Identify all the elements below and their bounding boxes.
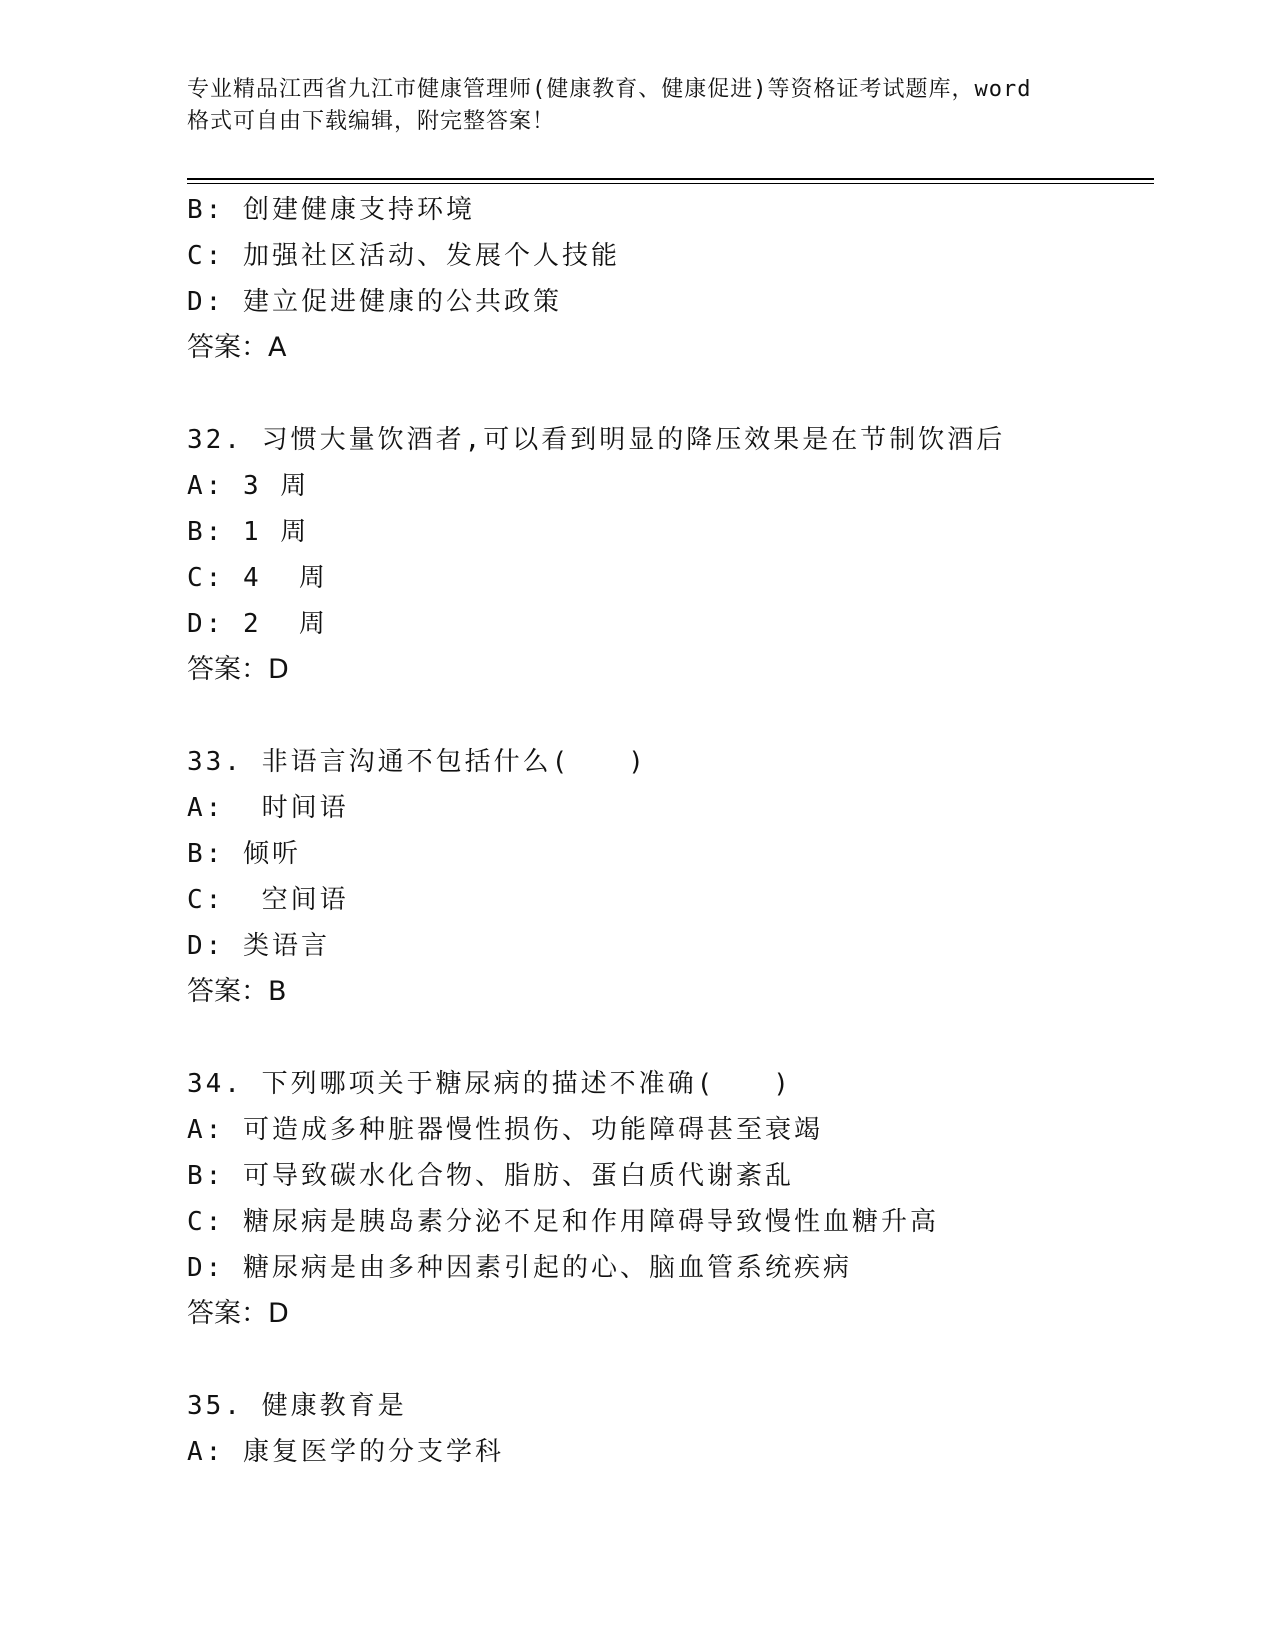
question-stem: 33. 非语言沟通不包括什么( ) xyxy=(187,747,647,777)
question-31-continued xyxy=(187,187,1147,371)
option-c: C: 加强社区活动、发展个人技能 xyxy=(187,241,620,271)
header-divider-thick xyxy=(187,178,1154,180)
header-line-1: 专业精品江西省九江市健康管理师(健康教育、健康促进)等资格证考试题库，word xyxy=(187,77,1032,102)
option-a: A: 康复医学的分支学科 xyxy=(187,1437,504,1467)
answer-line: 答案：A xyxy=(187,332,287,363)
header-line-2: 格式可自由下载编辑，附完整答案！ xyxy=(187,109,556,134)
question-34 xyxy=(187,1061,1147,1337)
question-list xyxy=(187,187,1147,1475)
option-a: A: 3 周 xyxy=(187,471,310,501)
spacer xyxy=(187,371,1147,417)
option-b: B: 可导致碳水化合物、脂肪、蛋白质代谢紊乱 xyxy=(187,1161,794,1191)
spacer xyxy=(187,693,1147,739)
option-d: D: 糖尿病是由多种因素引起的心、脑血管系统疾病 xyxy=(187,1253,852,1283)
option-c: C: 空间语 xyxy=(187,885,349,915)
question-35 xyxy=(187,1383,1147,1475)
option-d: D: 建立促进健康的公共政策 xyxy=(187,287,562,317)
option-b: B: 倾听 xyxy=(187,839,301,869)
option-d: D: 类语言 xyxy=(187,931,330,961)
option-b: B: 创建健康支持环境 xyxy=(187,195,475,225)
option-c: C: 4 周 xyxy=(187,563,328,593)
option-d: D: 2 周 xyxy=(187,609,328,639)
document-header xyxy=(187,74,1087,138)
answer-line: 答案：B xyxy=(187,976,287,1007)
question-stem: 32. 习惯大量饮酒者,可以看到明显的降压效果是在节制饮酒后 xyxy=(187,425,1006,455)
answer-line: 答案：D xyxy=(187,654,289,685)
spacer xyxy=(187,1015,1147,1061)
question-32 xyxy=(187,417,1147,693)
spacer xyxy=(187,1337,1147,1383)
question-33 xyxy=(187,739,1147,1015)
header-divider-thin xyxy=(187,183,1154,184)
option-b: B: 1 周 xyxy=(187,517,310,547)
question-stem: 34. 下列哪项关于糖尿病的描述不准确( ) xyxy=(187,1069,792,1099)
option-a: A: 可造成多种脏器慢性损伤、功能障碍甚至衰竭 xyxy=(187,1115,823,1145)
question-stem: 35. 健康教育是 xyxy=(187,1391,407,1421)
option-c: C: 糖尿病是胰岛素分泌不足和作用障碍导致慢性血糖升高 xyxy=(187,1207,939,1237)
answer-line: 答案：D xyxy=(187,1298,289,1329)
option-a: A: 时间语 xyxy=(187,793,349,823)
